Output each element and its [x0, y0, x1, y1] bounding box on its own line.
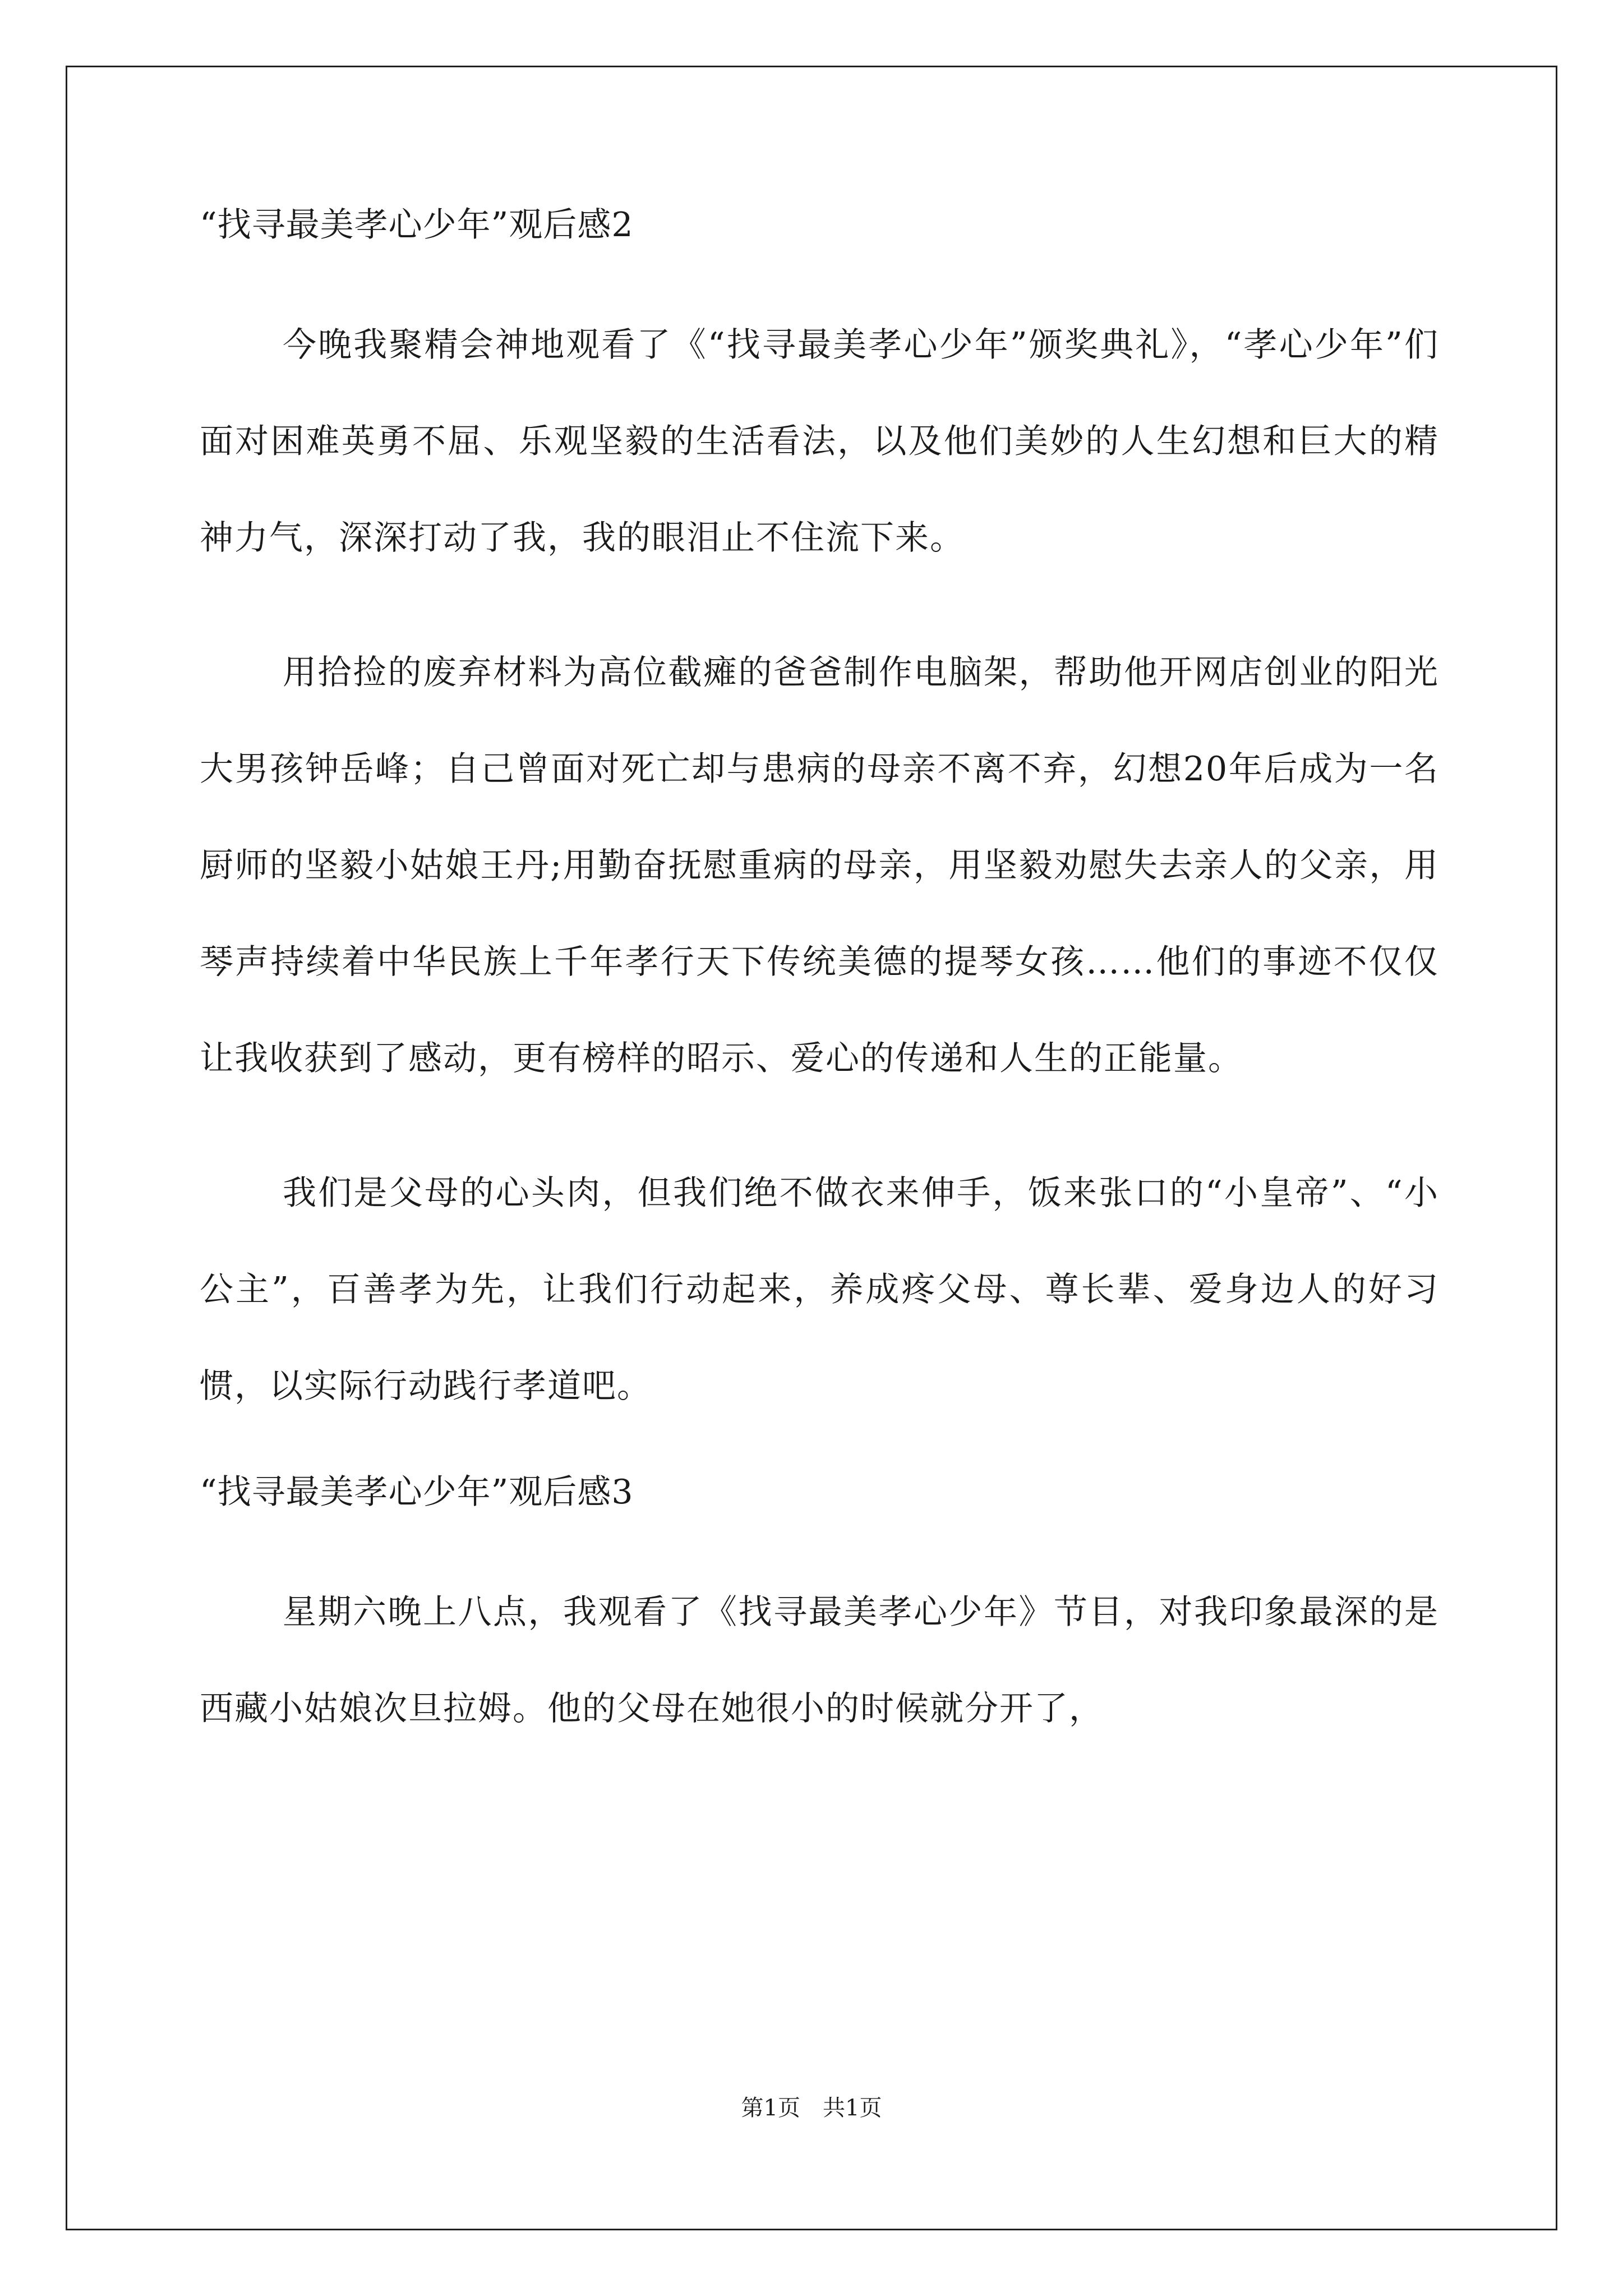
paragraph: 用拾捡的废弃材料为高位截瘫的爸爸制作电脑架，帮助他开网店创业的阳光大男孩钟岳峰；自己曾面对死亡却与患病的母亲不离不弃，幻想20年后成为一名厨师的坚毅小姑娘王丹;用勤奋抚慰重病的母亲，用坚毅劝慰失去亲人的父亲，用琴声持续着中华民族上千年孝行天下传统美德的提琴女孩……他们的事迹不仅仅让我收获到了感动，更有榜样的昭示、爱心的传递和人生的正能量。 [200, 653, 1439, 1078]
section-heading: “找寻最美孝心少年”观后感2 [200, 205, 634, 245]
paragraph: 星期六晚上八点，我观看了《找寻最美孝心少年》节目，对我印象最深的是西藏小姑娘次旦拉姆。他的父母在她很小的时候就分开了， [200, 1593, 1439, 1728]
paragraph: 我们是父母的心头肉，但我们绝不做衣来伸手，饭来张口的“小皇帝”、“小公主”，百善孝为先，让我们行动起来，养成疼父母、尊长辈、爱身边人的好习惯，以实际行动践行孝道吧。 [200, 1174, 1439, 1406]
document-body [200, 200, 1439, 1757]
page-footer: 第1页 共1页 [741, 2095, 882, 2121]
paragraph: 今晚我聚精会神地观看了《“找寻最美孝心少年”颁奖典礼》，“孝心少年”们面对困难英勇不屈、乐观坚毅的生活看法，以及他们美妙的人生幻想和巨大的精神力气，深深打动了我，我的眼泪止不住流下来。 [200, 325, 1439, 558]
section-heading: “找寻最美孝心少年”观后感3 [200, 1473, 634, 1512]
